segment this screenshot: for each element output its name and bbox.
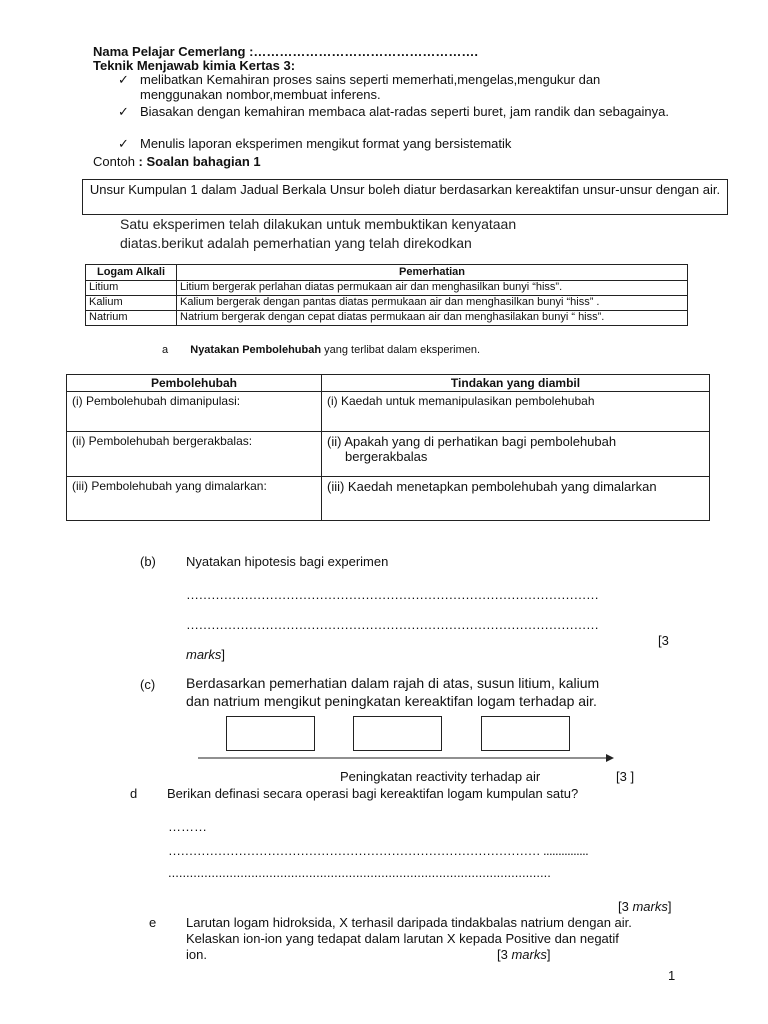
check-icon: ✓ — [118, 104, 129, 119]
answer-dots: .......................................................................................................... — [168, 865, 551, 880]
statement-text: Unsur Kumpulan 1 dalam Jadual Berkala Unsur boleh diatur berdasarkan kereaktifan unsur-unsur dengan air. — [89, 182, 721, 197]
marks-word: marks — [186, 647, 222, 662]
marks-open: [3 — [618, 899, 633, 914]
check-icon: ✓ — [118, 72, 129, 87]
checklist-text: melibatkan Kemahiran proses sains seperti memerhati,mengelas,mengukur dan menggunakan nombor,membuat inferens. — [140, 72, 601, 102]
metal-cell: Natrium — [86, 311, 177, 326]
column-header: Tindakan yang diambil — [322, 375, 710, 392]
question-c-line: Berdasarkan pemerhatian dalam rajah di atas, susun litium, kalium — [186, 675, 600, 691]
marks-word: marks — [632, 899, 668, 914]
question-a — [162, 344, 480, 357]
action-cell: (i) Kaedah untuk memanipulasikan pembolehubah — [322, 392, 710, 432]
intro-line: Satu eksperimen telah dilakukan untuk membuktikan kenyataan — [120, 216, 517, 232]
example-heading — [93, 154, 261, 169]
technique-title: Teknik Menjawab kimia Kertas 3: — [93, 58, 296, 73]
variable-cell: (ii) Pembolehubah bergerakbalas: — [67, 432, 322, 477]
answer-box[interactable] — [226, 716, 315, 751]
question-e-line: Kelaskan ion-ion yang tedapat dalam larutan X kepada Positive dan negatif — [186, 931, 619, 946]
example-title: : Soalan bahagian 1 — [138, 154, 261, 169]
intro-line: diatas.berikut adalah pemerhatian yang telah direkodkan — [120, 235, 472, 251]
observation-cell: Litium bergerak perlahan diatas permukaan air dan menghasilkan bunyi “hiss”. — [177, 281, 688, 296]
question-c-label: (c) — [140, 677, 156, 692]
table-row — [67, 432, 710, 477]
student-name-line — [93, 44, 478, 59]
checklist-item — [118, 72, 678, 104]
question-d-label: d — [130, 786, 138, 801]
metal-cell: Kalium — [86, 296, 177, 311]
student-name-label: Nama Pelajar Cemerlang : — [93, 44, 254, 59]
checklist-item — [118, 104, 678, 136]
table-row — [86, 296, 688, 311]
checklist-item — [118, 136, 678, 152]
question-c-text — [186, 674, 599, 710]
check-icon: ✓ — [118, 136, 129, 151]
table-row — [67, 392, 710, 432]
table-header-row — [67, 375, 710, 392]
intro-text — [120, 215, 516, 253]
question-e-line: ion. — [186, 947, 207, 962]
observation-table — [85, 264, 688, 326]
answer-dots: ……… — [168, 819, 207, 834]
question-a-rest: yang terlibat dalam eksperimen. — [321, 344, 481, 356]
question-b-text: Nyatakan hipotesis bagi experimen — [186, 554, 389, 569]
checklist — [118, 72, 678, 152]
question-e-label: e — [149, 915, 157, 930]
arrow-label: Peningkatan reactivity terhadap air — [340, 769, 541, 784]
table-row — [86, 281, 688, 296]
column-header: Pemerhatian — [177, 265, 688, 281]
variable-cell: (iii) Pembolehubah yang dimalarkan: — [67, 477, 322, 521]
observation-cell: Kalium bergerak dengan pantas diatas permukaan air dan menghasilkan bunyi “hiss” . — [177, 296, 688, 311]
marks-open: [3 — [497, 947, 512, 962]
statement-box — [82, 179, 728, 215]
marks-label: [3 — [658, 633, 669, 648]
answer-dots: ……………………………………………………………………………………… — [186, 587, 599, 602]
example-prefix: Contoh — [93, 154, 135, 169]
variable-table — [66, 374, 710, 521]
answer-dots: ……………………………………………………………………………………… — [186, 617, 599, 632]
checklist-text: Biasakan dengan kemahiran membaca alat-radas seperti buret, jam randik dan sebagainya. — [140, 104, 669, 119]
marks-label — [186, 647, 225, 662]
marks-close: ] — [667, 899, 672, 914]
question-a-bold: Nyatakan Pembolehubah — [190, 344, 322, 356]
column-header: Pembolehubah — [67, 375, 322, 392]
marks-label: [3 ] — [616, 769, 635, 784]
answer-dots: ……………………………………………………………………………… ............... — [168, 843, 589, 858]
action-cell — [322, 432, 710, 477]
student-name-dots: ……………………………………………. — [253, 44, 479, 59]
marks-word: marks — [511, 947, 547, 962]
marks-close: ] — [546, 947, 551, 962]
question-label: a — [162, 344, 169, 356]
marks-label — [497, 947, 550, 962]
table-row — [67, 477, 710, 521]
reactivity-arrow — [198, 751, 618, 765]
question-b-label: (b) — [140, 554, 156, 569]
page-number: 1 — [668, 968, 676, 983]
marks-label — [618, 899, 671, 914]
variable-cell: (i) Pembolehubah dimanipulasi: — [67, 392, 322, 432]
question-e-text — [186, 915, 632, 963]
answer-box[interactable] — [353, 716, 442, 751]
question-e-line: Larutan logam hidroksida, X terhasil daripada tindakbalas natrium dengan air. — [186, 915, 632, 930]
observation-cell: Natrium bergerak dengan cepat diatas permukaan air dan menghasilakan bunyi “ hiss”. — [177, 311, 688, 326]
question-c-line: dan natrium mengikut peningkatan kereaktifan logam terhadap air. — [186, 693, 597, 709]
action-cell: (iii) Kaedah menetapkan pembolehubah yang dimalarkan — [322, 477, 710, 521]
question-d-text: Berikan definasi secara operasi bagi kereaktifan logam kumpulan satu? — [167, 786, 579, 801]
marks-close: ] — [221, 647, 226, 662]
checklist-text: Menulis laporan eksperimen mengikut format yang bersistematik — [140, 136, 512, 151]
column-header: Logam Alkali — [86, 265, 177, 281]
answer-box[interactable] — [481, 716, 570, 751]
action-text: (ii) Apakah yang di perhatikan bagi pembolehubah bergerakbalas — [327, 434, 617, 464]
table-header-row — [86, 265, 688, 281]
metal-cell: Litium — [86, 281, 177, 296]
table-row — [86, 311, 688, 326]
